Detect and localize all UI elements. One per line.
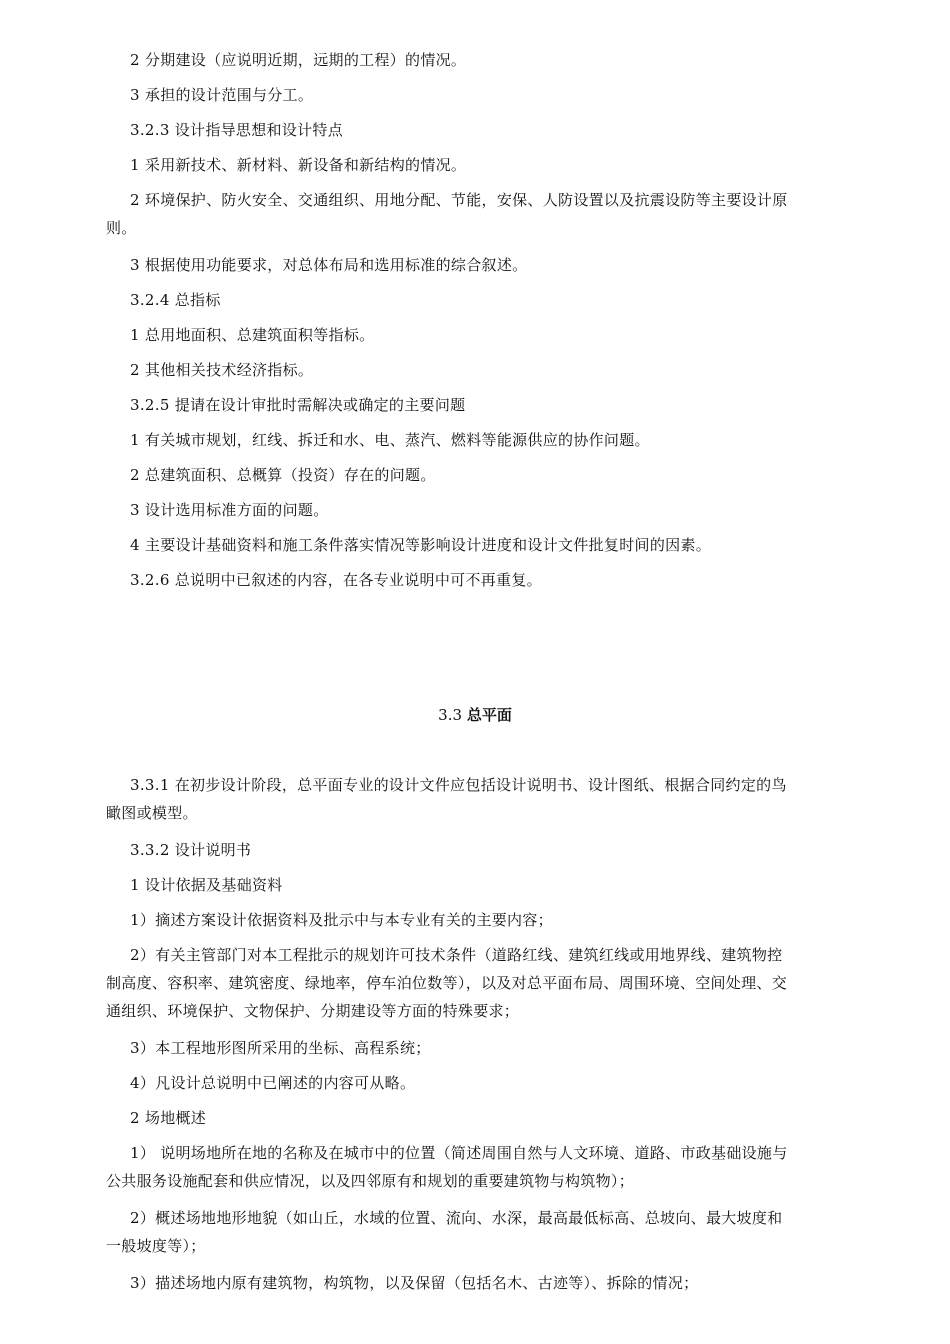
text-line: 2 总建筑面积、总概算（投资）存在的问题。: [130, 466, 436, 484]
text-line: 1 设计依据及基础资料: [130, 876, 283, 894]
text-line: 1）摘述方案设计依据资料及批示中与本专业有关的主要内容；: [130, 911, 553, 929]
text-line: 2 环境保护、防火安全、交通组织、用地分配、节能，安保、人防设置以及抗震设防等主要设计原: [130, 191, 788, 209]
text-line: 1 总用地面积、总建筑面积等指标。: [130, 326, 375, 344]
text-line: 2 其他相关技术经济指标。: [130, 361, 314, 379]
subsection-heading: 3.2.5 提请在设计审批时需解决或确定的主要问题: [130, 396, 466, 414]
text-line: 3 设计选用标准方面的问题。: [130, 501, 329, 519]
text-line: 1 采用新技术、新材料、新设备和新结构的情况。: [130, 156, 467, 174]
text-line: 3.2.6 总说明中已叙述的内容，在各专业说明中可不再重复。: [130, 571, 542, 589]
text-line: 1 有关城市规划，红线、拆迁和水、电、蒸汽、燃料等能源供应的协作问题。: [130, 431, 650, 449]
text-line: 2 分期建设（应说明近期，远期的工程）的情况。: [130, 51, 467, 69]
section-title-text: 总平面: [466, 706, 512, 724]
text-line: 3 根据使用功能要求，对总体布局和选用标准的综合叙述。: [130, 256, 528, 274]
subsection-heading: 2 场地概述: [130, 1109, 207, 1127]
subsection-heading: 3.2.4 总指标: [130, 291, 221, 309]
section-number: 3.3: [438, 706, 463, 724]
text-line: 制高度、容积率、建筑密度、绿地率，停车泊位数等），以及对总平面布局、周围环境、空间处理、交: [106, 974, 788, 992]
text-line: 一般坡度等）；: [106, 1237, 206, 1255]
text-line: 通组织、环境保护、文物保护、分期建设等方面的特殊要求；: [106, 1002, 520, 1020]
text-line: 瞰图或模型。: [106, 804, 198, 822]
text-line: 则。: [106, 219, 137, 237]
section-title: [0, 705, 950, 725]
text-line: 3 承担的设计范围与分工。: [130, 86, 314, 104]
subsection-heading: 3.2.3 设计指导思想和设计特点: [130, 121, 344, 139]
text-line: 3.3.1 在初步设计阶段，总平面专业的设计文件应包括设计说明书、设计图纸、根据合同约定的鸟: [130, 776, 787, 794]
text-line: 3）描述场地内原有建筑物，构筑物，以及保留（包括名木、古迹等）、拆除的情况；: [130, 1274, 699, 1292]
subsection-heading: 3.3.2 设计说明书: [130, 841, 252, 859]
text-line: 2）有关主管部门对本工程批示的规划许可技术条件（道路红线、建筑红线或用地界线、建筑物控: [130, 946, 783, 964]
text-line: 4）凡设计总说明中已阐述的内容可从略。: [130, 1074, 416, 1092]
text-line: 3）本工程地形图所采用的坐标、高程系统；: [130, 1039, 431, 1057]
text-line: 2）概述场地地形地貌（如山丘，水域的位置、流向、水深，最高最低标高、总坡向、最大坡度和: [130, 1209, 783, 1227]
text-line: 公共服务设施配套和供应情况，以及四邻原有和规划的重要建筑物与构筑物）；: [106, 1172, 635, 1190]
text-line: 1） 说明场地所在地的名称及在城市中的位置（简述周围自然与人文环境、道路、市政基础设施与: [130, 1144, 788, 1162]
text-line: 4 主要设计基础资料和施工条件落实情况等影响设计进度和设计文件批复时间的因素。: [130, 536, 712, 554]
